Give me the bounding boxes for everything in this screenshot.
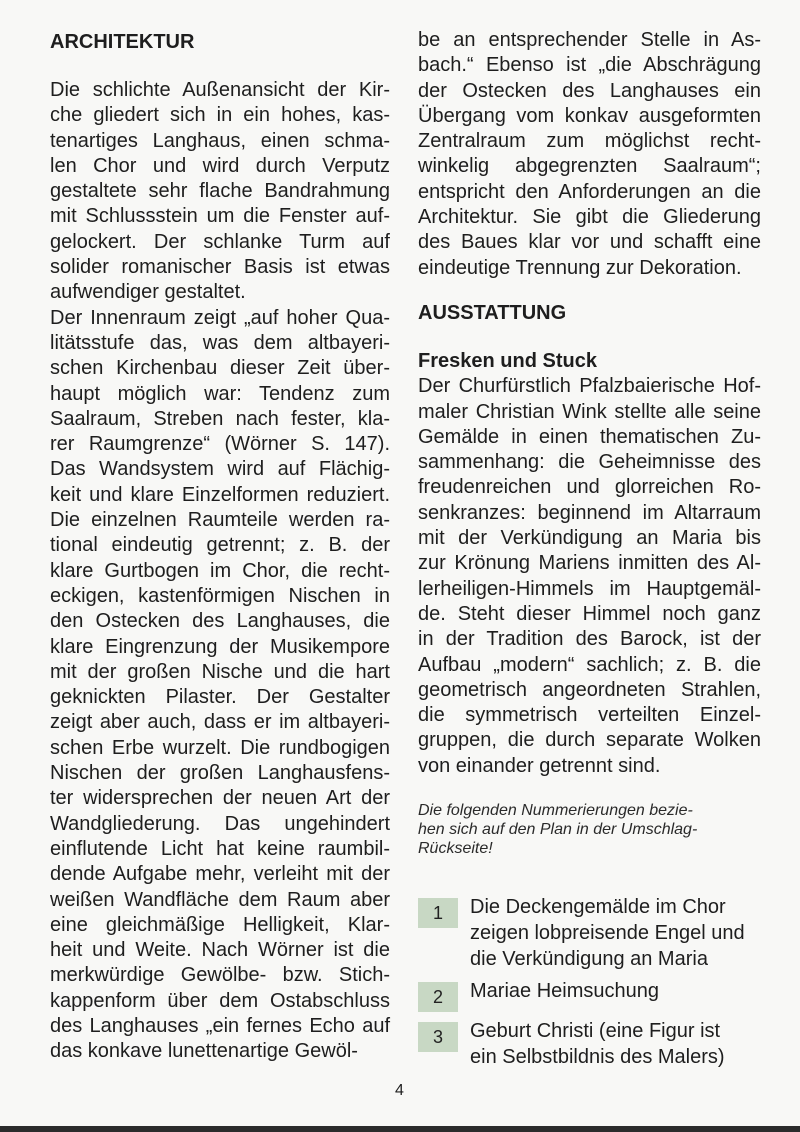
text-line: mit der großen Nische und die hart bbox=[50, 660, 390, 683]
text-line: zeigt aber auch, dass er im altbayeri- bbox=[50, 711, 390, 734]
note-line: Rückseite! bbox=[418, 840, 493, 858]
item-text bbox=[470, 978, 659, 1012]
text-line: schen Kirchenbau dieser Zeit über- bbox=[50, 357, 390, 380]
text-line: Saalraum, Streben nach fester, kla- bbox=[50, 407, 390, 430]
list-item bbox=[418, 978, 761, 1012]
item-text-line: Die Deckengemälde im Chor bbox=[470, 896, 726, 919]
item-text bbox=[470, 894, 745, 972]
text-line: rer Raumgrenze“ (Wörner S. 147). bbox=[50, 433, 390, 456]
text-line: mit der Verkündigung an Maria bis bbox=[418, 527, 761, 550]
list-item bbox=[418, 894, 761, 972]
text-line: litätsstufe das, was dem altbayeri- bbox=[50, 331, 390, 354]
item-number-badge: 3 bbox=[418, 1022, 458, 1052]
text-line: schen Erbe wurzelt. Die rundbogigen bbox=[50, 736, 390, 759]
ausstattung-heading: AUSSTATTUNG bbox=[418, 301, 567, 324]
text-line: lerheiligen-Himmels im Hauptgemäl- bbox=[418, 577, 761, 600]
text-line: be an entsprechender Stelle in As- bbox=[418, 29, 761, 51]
text-line: zur Krönung Mariens inmitten des Al- bbox=[418, 552, 761, 575]
text-line: Das Wandsystem wird auf Flächig- bbox=[50, 458, 390, 481]
text-line: gruppen, die durch separate Wolken bbox=[418, 729, 761, 752]
fresken-heading: Fresken und Stuck bbox=[418, 349, 597, 372]
text-line: in der Tradition des Barock, ist der bbox=[418, 628, 761, 651]
architektur-text-continued bbox=[418, 28, 761, 281]
text-line: keit und klare Einzelformen reduziert. bbox=[50, 483, 390, 506]
text-line: des Baues klar vor und schafft eine bbox=[418, 231, 761, 254]
text-line: die symmetrisch verteilten Einzel- bbox=[418, 704, 761, 727]
text-line: der Ostecken des Langhauses ein bbox=[418, 79, 761, 102]
text-line: haupt möglich war: Tendenz zum bbox=[50, 382, 390, 405]
text-line: den Ostecken des Langhauses, die bbox=[50, 610, 390, 633]
text-line: geometrisch angeordneten Strahlen, bbox=[418, 678, 761, 701]
item-number-badge: 2 bbox=[418, 982, 458, 1012]
architektur-heading: ARCHITEKTUR bbox=[50, 31, 195, 53]
text-line: eckigen, kastenförmigen Nischen in bbox=[50, 584, 390, 607]
left-column bbox=[50, 28, 390, 1065]
text-line: Gemälde in einen thematischen Zu- bbox=[418, 425, 761, 448]
text-line: senkranzes: beginnend im Altarraum bbox=[418, 501, 761, 524]
text-line: das konkave lunettenartige Gewöl- bbox=[50, 1040, 358, 1063]
text-line: merkwürdige Gewölbe- bzw. Stich- bbox=[50, 964, 390, 987]
text-line: gelockert. Der schlanke Turm auf bbox=[50, 230, 390, 253]
architektur-text bbox=[50, 78, 390, 1065]
text-line: klare Eingrenzung der Musikempore bbox=[50, 635, 390, 658]
item-text-line: ein Selbstbildnis des Malers) bbox=[470, 1046, 725, 1069]
text-line: len Chor und wird durch Verputz bbox=[50, 154, 390, 177]
text-line: weißen Wandfläche dem Raum aber bbox=[50, 888, 390, 911]
text-line: klare Gurtbogen im Chor, die recht- bbox=[50, 559, 390, 582]
item-text bbox=[470, 1018, 725, 1070]
note-line: hen sich auf den Plan in der Umschlag- bbox=[418, 821, 698, 839]
text-line: Architektur. Sie gibt die Gliederung bbox=[418, 206, 761, 229]
list-item bbox=[418, 1018, 761, 1070]
numbered-list bbox=[418, 894, 761, 1070]
text-line: einflutende Licht hat keine raumbil- bbox=[50, 837, 390, 860]
text-line: Die schlichte Außenansicht der Kir- bbox=[50, 79, 390, 101]
text-line: eine gleichmäßige Helligkeit, Klar- bbox=[50, 913, 390, 936]
text-line: Die einzelnen Raumteile werden ra- bbox=[50, 509, 390, 532]
numbering-note bbox=[418, 801, 761, 858]
text-line: winkelig abgegrenzten Saalraum“; bbox=[418, 155, 761, 178]
text-line: Übergang vom konkav ausgeformten bbox=[418, 104, 761, 127]
item-text-line: Geburt Christi (eine Figur ist bbox=[470, 1020, 721, 1043]
text-line: des Langhauses „ein fernes Echo auf bbox=[50, 1014, 390, 1037]
text-line: aufwendiger gestaltet. bbox=[50, 281, 246, 304]
text-line: Zentralraum zum möglichst recht- bbox=[418, 130, 761, 153]
text-line: geknickten Pilaster. Der Gestalter bbox=[50, 686, 390, 709]
fresken-text bbox=[418, 374, 761, 779]
text-line: bach.“ Ebenso ist „die Abschrägung bbox=[418, 54, 761, 77]
text-line: ter widersprechen der neuen Art der bbox=[50, 787, 390, 810]
right-column bbox=[418, 28, 761, 1076]
page-number: 4 bbox=[395, 1082, 404, 1099]
item-text-line: die Verkündigung an Maria bbox=[470, 948, 708, 971]
text-line: tional eindeutig getrennt; z. B. der bbox=[50, 534, 390, 557]
text-line: de. Steht dieser Himmel noch ganz bbox=[418, 602, 761, 625]
text-line: heit und Weite. Nach Wörner ist die bbox=[50, 939, 390, 962]
text-line: dende Aufgabe mehr, verleiht mit der bbox=[50, 863, 390, 886]
item-text-line: zeigen lobpreisende Engel und bbox=[470, 922, 745, 945]
text-line: freudenreichen und glorreichen Ro- bbox=[418, 476, 761, 499]
text-line: tenartiges Langhaus, einen schma- bbox=[50, 129, 390, 152]
text-line: solider romanischer Basis ist etwas bbox=[50, 256, 390, 279]
text-line: Der Innenraum zeigt „auf hoher Qua- bbox=[50, 306, 390, 329]
item-number-badge: 1 bbox=[418, 898, 458, 928]
text-line: che gliedert sich in ein hohes, kas- bbox=[50, 104, 390, 127]
text-line: maler Christian Wink stellte alle seine bbox=[418, 400, 761, 423]
page-bottom-edge bbox=[0, 1126, 800, 1132]
text-line: Aufbau „modern“ sachlich; z. B. die bbox=[418, 653, 761, 676]
text-line: Der Churfürstlich Pfalzbaierische Hof- bbox=[418, 375, 761, 398]
text-line: sammenhang: die Geheimnisse des bbox=[418, 451, 761, 474]
text-line: von einander getrennt sind. bbox=[418, 754, 661, 777]
text-line: kappenform über dem Ostabschluss bbox=[50, 989, 390, 1012]
text-line: Nischen der großen Langhausfens- bbox=[50, 762, 390, 785]
text-line: mit Schlussstein um die Fenster auf- bbox=[50, 205, 390, 228]
item-text-line: Mariae Heimsuchung bbox=[470, 980, 659, 1003]
text-line: eindeutige Trennung zur Dekoration. bbox=[418, 256, 742, 279]
text-line: gestaltete sehr flache Bandrahmung bbox=[50, 180, 390, 203]
text-line: entspricht den Anforderungen an die bbox=[418, 180, 761, 203]
note-line: Die folgenden Nummerierungen bezie- bbox=[418, 802, 693, 820]
text-line: Wandgliederung. Das ungehindert bbox=[50, 812, 390, 835]
